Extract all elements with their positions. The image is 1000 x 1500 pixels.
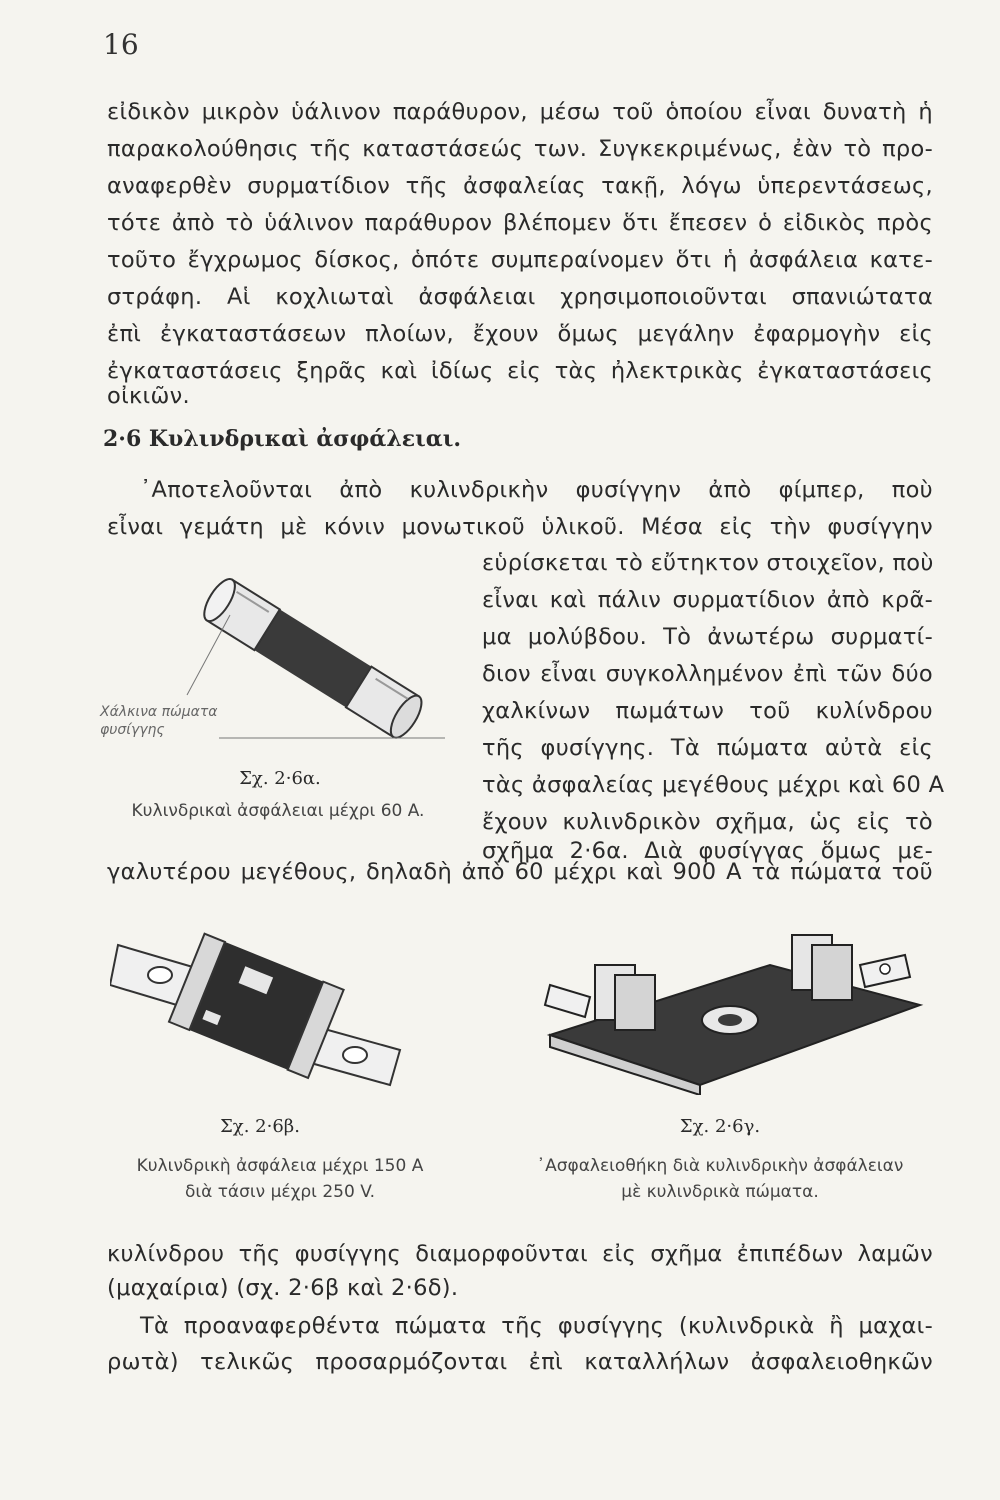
paragraph-2-side-line: σχῆμα 2·6α. Διὰ φυσίγγας ὅμως με- xyxy=(482,838,933,864)
figure-a-label: Σχ. 2·6α. xyxy=(239,768,321,789)
figure-cylindrical-fuse-drawing xyxy=(175,555,465,770)
paragraph-1-line: παρακολούθησις τῆς καταστάσεώς των. Συγκεκριμένως, ἐὰν τὸ προ- xyxy=(107,136,933,162)
holder-clip-right-2 xyxy=(812,945,852,1000)
paragraph-3-line: κυλίνδρου τῆς φυσίγγης διαμορφοῦνται εἰς σχῆμα ἐπιπέδων λαμῶν xyxy=(107,1241,933,1267)
paragraph-1-line: τότε ἀπὸ τὸ ὑάλινον παράθυρον βλέπομεν ὅτι ἔπεσεν ὁ εἰδικὸς πρὸς xyxy=(107,210,933,236)
figure-c-label: Σχ. 2·6γ. xyxy=(679,1116,761,1137)
paragraph-2-side-line: ἔχουν κυλινδρικὸν σχῆμα, ὡς εἰς τὸ xyxy=(482,809,933,835)
figure-b-label: Σχ. 2·6β. xyxy=(220,1116,300,1137)
paragraph-2-line: εἶναι γεμάτη μὲ κόνιν μονωτικοῦ ὑλικοῦ. Μέσα εἰς τὴν φυσίγγην xyxy=(107,514,933,540)
paragraph-2-line: γαλυτέρου μεγέθους, δηλαδὴ ἀπὸ 60 μέχρι καὶ 900 A τὰ πώματα τοῦ xyxy=(107,859,933,885)
holder-terminal-left xyxy=(545,985,590,1017)
paragraph-2-side-line: τῆς φυσίγγης. Τὰ πώματα αὐτὰ εἰς xyxy=(482,735,933,761)
figure-a-caption: Κυλινδρικαὶ ἀσφάλειαι μέχρι 60 A. xyxy=(131,801,425,821)
paragraph-4-line: ρωτὰ) τελικῶς προσαρμόζονται ἐπὶ καταλλήλων ἀσφαλειοθηκῶν xyxy=(107,1349,933,1375)
figure-b-caption: διὰ τάσιν μέχρι 250 V. xyxy=(184,1182,376,1202)
paragraph-1-line: ἐπὶ ἐγκαταστάσεων πλοίων, ἔχουν ὅμως μεγάλην ἐφαρμογὴν εἰς xyxy=(107,321,933,347)
paragraph-1-line: τοῦτο ἔγχρωμος δίσκος, ὁπότε συμπεραίνομεν ὅτι ἡ ἀσφάλεια κατε- xyxy=(107,247,933,273)
paragraph-1-line: στράφη. Αἱ κοχλιωταὶ ἀσφάλειαι χρησιμοποιοῦνται σπανιώτατα xyxy=(107,284,933,310)
blade-hole-left xyxy=(148,967,172,983)
paragraph-2-side-line: τὰς ἀσφαλείας μεγέθους μέχρι καὶ 60 A xyxy=(482,772,945,798)
paragraph-2-side-line: διον εἶναι συγκολλημένον ἐπὶ τῶν δύο xyxy=(482,661,933,687)
paragraph-2-side-line: εὑρίσκεται τὸ εὔτηκτον στοιχεῖον, ποὺ xyxy=(482,550,934,576)
figure-blade-fuse-drawing xyxy=(110,915,420,1095)
figure-c-caption: μὲ κυλινδρικὰ πώματα. xyxy=(621,1182,819,1202)
figure-b-caption: Κυλινδρικὴ ἀσφάλεια μέχρι 150 A xyxy=(136,1156,424,1176)
paragraph-2-line: ᾿Αποτελοῦνται ἀπὸ κυλινδρικὴν φυσίγγην ἀπὸ φίμπερ, ποὺ xyxy=(140,477,933,503)
paragraph-1-line: ἐγκαταστάσεις ξηρᾶς καὶ ἰδίως εἰς τὰς ἠλεκτρικὰς ἐγκαταστάσεις xyxy=(107,358,933,384)
leader-line xyxy=(187,615,230,695)
paragraph-2-side-line: εἶναι καὶ πάλιν συρματίδιον ἀπὸ κρᾶ- xyxy=(482,587,933,613)
paragraph-2-side-line: μα μολύβδου. Τὸ ἀνωτέρω συρματί- xyxy=(482,624,933,650)
paragraph-4-line: Τὰ προαναφερθέντα πώματα τῆς φυσίγγης (κυλινδρικὰ ἢ μαχαι- xyxy=(140,1313,933,1339)
paragraph-3-line: (μαχαίρια) (σχ. 2·6β καὶ 2·6δ). xyxy=(107,1275,459,1301)
figure-fuse-holder-drawing xyxy=(530,925,930,1095)
figure-c-caption: ᾿Ασφαλειοθήκη διὰ κυλινδρικὴν ἀσφάλειαν xyxy=(536,1156,904,1176)
page-number: 16 xyxy=(103,28,139,61)
paragraph-1-line: εἰδικὸν μικρὸν ὑάλινον παράθυρον, μέσω τοῦ ὁποίου εἶναι δυνατὴ ἡ xyxy=(107,99,933,125)
paragraph-1-line: οἰκιῶν. xyxy=(107,383,190,409)
section-heading: 2·6 Κυλινδρικαὶ ἀσφάλειαι. xyxy=(103,426,461,452)
figure-a-annotation: φυσίγγης xyxy=(100,722,165,738)
paragraph-1-line: αναφερθὲν συρματίδιον τῆς ἀσφαλείας τακῇ, λόγω ὑπερεντάσεως, xyxy=(107,173,933,199)
figure-a-annotation: Χάλκινα πώματα xyxy=(100,704,218,720)
blade-hole-right xyxy=(343,1047,367,1063)
paragraph-2-side-line: χαλκίνων πωμάτων τοῦ κυλίνδρου xyxy=(482,698,933,724)
holder-clip-left-2 xyxy=(615,975,655,1030)
